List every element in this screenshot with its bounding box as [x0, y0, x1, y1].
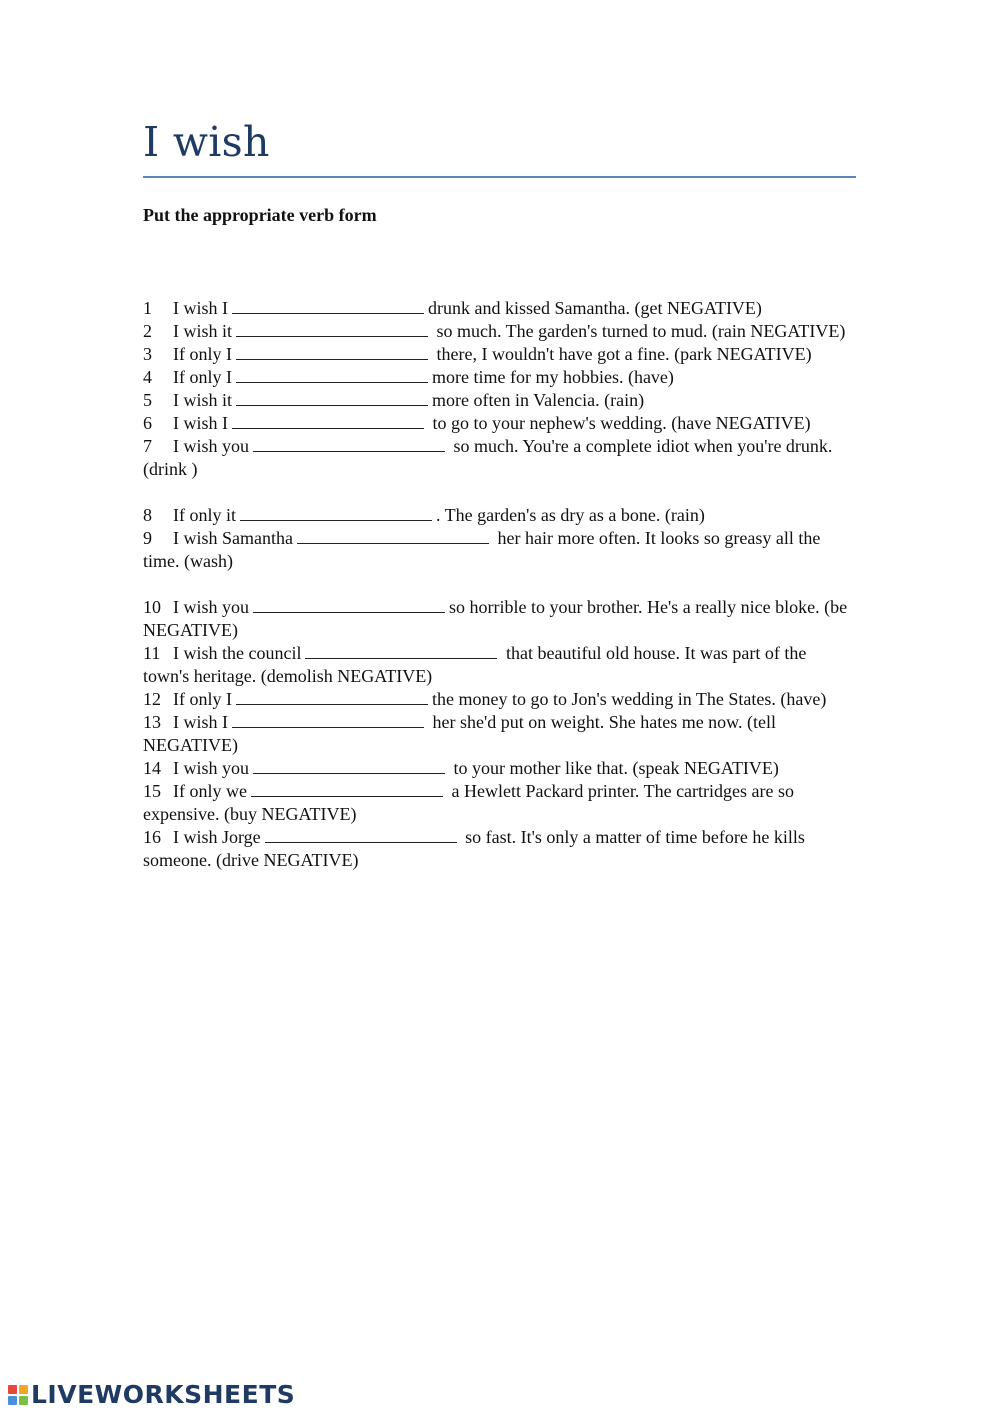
exercise-prompt: I wish Jorge [173, 827, 261, 847]
exercise-continuation: so much. The garden's turned to mud. (rain NEGATIVE) [432, 321, 846, 341]
exercise-continuation: her hair more often. It looks so greasy all the time. (wash) [143, 528, 821, 571]
answer-blank[interactable] [232, 414, 424, 429]
exercise-item-9 [143, 527, 848, 573]
logo-text: LIVEWORKSHEETS [31, 1380, 296, 1409]
answer-blank[interactable] [236, 391, 428, 406]
exercise-number: 3 [143, 344, 152, 364]
exercise-continuation: more time for my hobbies. (have) [431, 367, 674, 387]
exercise-item-4 [143, 366, 848, 389]
exercise-continuation: so much. You're a complete idiot when you're drunk. (drink ) [143, 436, 833, 479]
logo-square-icon [8, 1385, 17, 1394]
exercise-item-16 [143, 826, 848, 872]
exercise-number: 11 [143, 643, 161, 663]
exercise-number: 10 [143, 597, 161, 617]
exercise-number: 7 [143, 436, 152, 456]
exercise-continuation: more often in Valencia. (rain) [432, 390, 645, 410]
exercise-continuation: that beautiful old house. It was part of the town's heritage. (demolish NEGATIVE) [143, 643, 807, 686]
exercise-number: 2 [143, 321, 152, 341]
exercise-continuation: the money to go to Jon's wedding in The States. (have) [431, 689, 827, 709]
exercise-prompt: If only we [173, 781, 247, 801]
exercise-prompt: If only it [173, 505, 236, 525]
answer-blank[interactable] [253, 759, 445, 774]
exercise-item-6 [143, 412, 848, 435]
exercise-item-14 [143, 757, 848, 780]
answer-blank[interactable] [232, 713, 424, 728]
exercise-item-15 [143, 780, 848, 826]
logo-square-icon [19, 1385, 28, 1394]
exercise-number: 1 [143, 298, 152, 318]
exercise-prompt: I wish I [173, 298, 228, 318]
liveworksheets-logo[interactable] [8, 1380, 295, 1409]
exercise-number: 6 [143, 413, 152, 433]
exercise-number: 13 [143, 712, 161, 732]
exercise-prompt: If only I [173, 344, 232, 364]
exercise-number: 12 [143, 689, 161, 709]
exercise-number: 15 [143, 781, 161, 801]
exercise-continuation: there, I wouldn't have got a fine. (park NEGATIVE) [431, 344, 812, 364]
answer-blank[interactable] [265, 828, 457, 843]
exercise-continuation: to go to your nephew's wedding. (have NEGATIVE) [428, 413, 811, 433]
logo-square-icon [8, 1396, 17, 1405]
answer-blank[interactable] [240, 506, 432, 521]
exercise-item-2 [143, 320, 848, 343]
exercise-number: 8 [143, 505, 152, 525]
exercise-continuation: to your mother like that. (speak NEGATIVE) [449, 758, 779, 778]
exercise-continuation: drunk and kissed Samantha. (get NEGATIVE) [428, 298, 762, 318]
exercise-item-10 [143, 596, 848, 642]
exercise-prompt: I wish you [173, 758, 249, 778]
exercise-number: 5 [143, 390, 152, 410]
logo-square-icon [19, 1396, 28, 1405]
exercise-number: 16 [143, 827, 161, 847]
exercise-list [143, 297, 848, 872]
exercise-continuation: so fast. It's only a matter of time before he kills someone. (drive NEGATIVE) [143, 827, 805, 870]
exercise-number: 14 [143, 758, 161, 778]
answer-blank[interactable] [253, 437, 445, 452]
answer-blank[interactable] [251, 782, 443, 797]
answer-blank[interactable] [305, 644, 497, 659]
answer-blank[interactable] [236, 345, 428, 360]
instruction-text: Put the appropriate verb form [143, 205, 377, 225]
exercise-prompt: I wish it [173, 390, 233, 410]
answer-blank[interactable] [236, 322, 428, 337]
exercise-prompt: If only I [173, 689, 232, 709]
exercise-item-12 [143, 688, 848, 711]
exercise-prompt: I wish I [173, 413, 228, 433]
worksheet-title: I wish [143, 118, 270, 166]
exercise-prompt: I wish it [173, 321, 233, 341]
exercise-item-11 [143, 642, 848, 688]
exercise-prompt: I wish you [173, 436, 249, 456]
exercise-item-1 [143, 297, 848, 320]
exercise-item-5 [143, 389, 848, 412]
exercise-item-8 [143, 504, 848, 527]
exercise-item-3 [143, 343, 848, 366]
answer-blank[interactable] [236, 368, 428, 383]
exercise-item-13 [143, 711, 848, 757]
exercise-prompt: I wish Samantha [173, 528, 293, 548]
exercise-continuation: her she'd put on weight. She hates me now. (tell NEGATIVE) [143, 712, 777, 755]
answer-blank[interactable] [232, 299, 424, 314]
exercise-prompt: If only I [173, 367, 232, 387]
exercise-number: 9 [143, 528, 152, 548]
answer-blank[interactable] [297, 529, 489, 544]
exercise-prompt: I wish I [173, 712, 228, 732]
logo-grid-icon [8, 1385, 28, 1405]
answer-blank[interactable] [253, 598, 445, 613]
title-divider [143, 176, 856, 178]
exercise-continuation: a Hewlett Packard printer. The cartridges are so expensive. (buy NEGATIVE) [143, 781, 795, 824]
exercise-number: 4 [143, 367, 152, 387]
answer-blank[interactable] [236, 690, 428, 705]
exercise-prompt: I wish you [173, 597, 249, 617]
exercise-prompt: I wish the council [173, 643, 302, 663]
exercise-item-7 [143, 435, 848, 481]
exercise-continuation: so horrible to your brother. He's a really nice bloke. (be NEGATIVE) [143, 597, 848, 640]
exercise-continuation: . The garden's as dry as a bone. (rain) [436, 505, 705, 525]
